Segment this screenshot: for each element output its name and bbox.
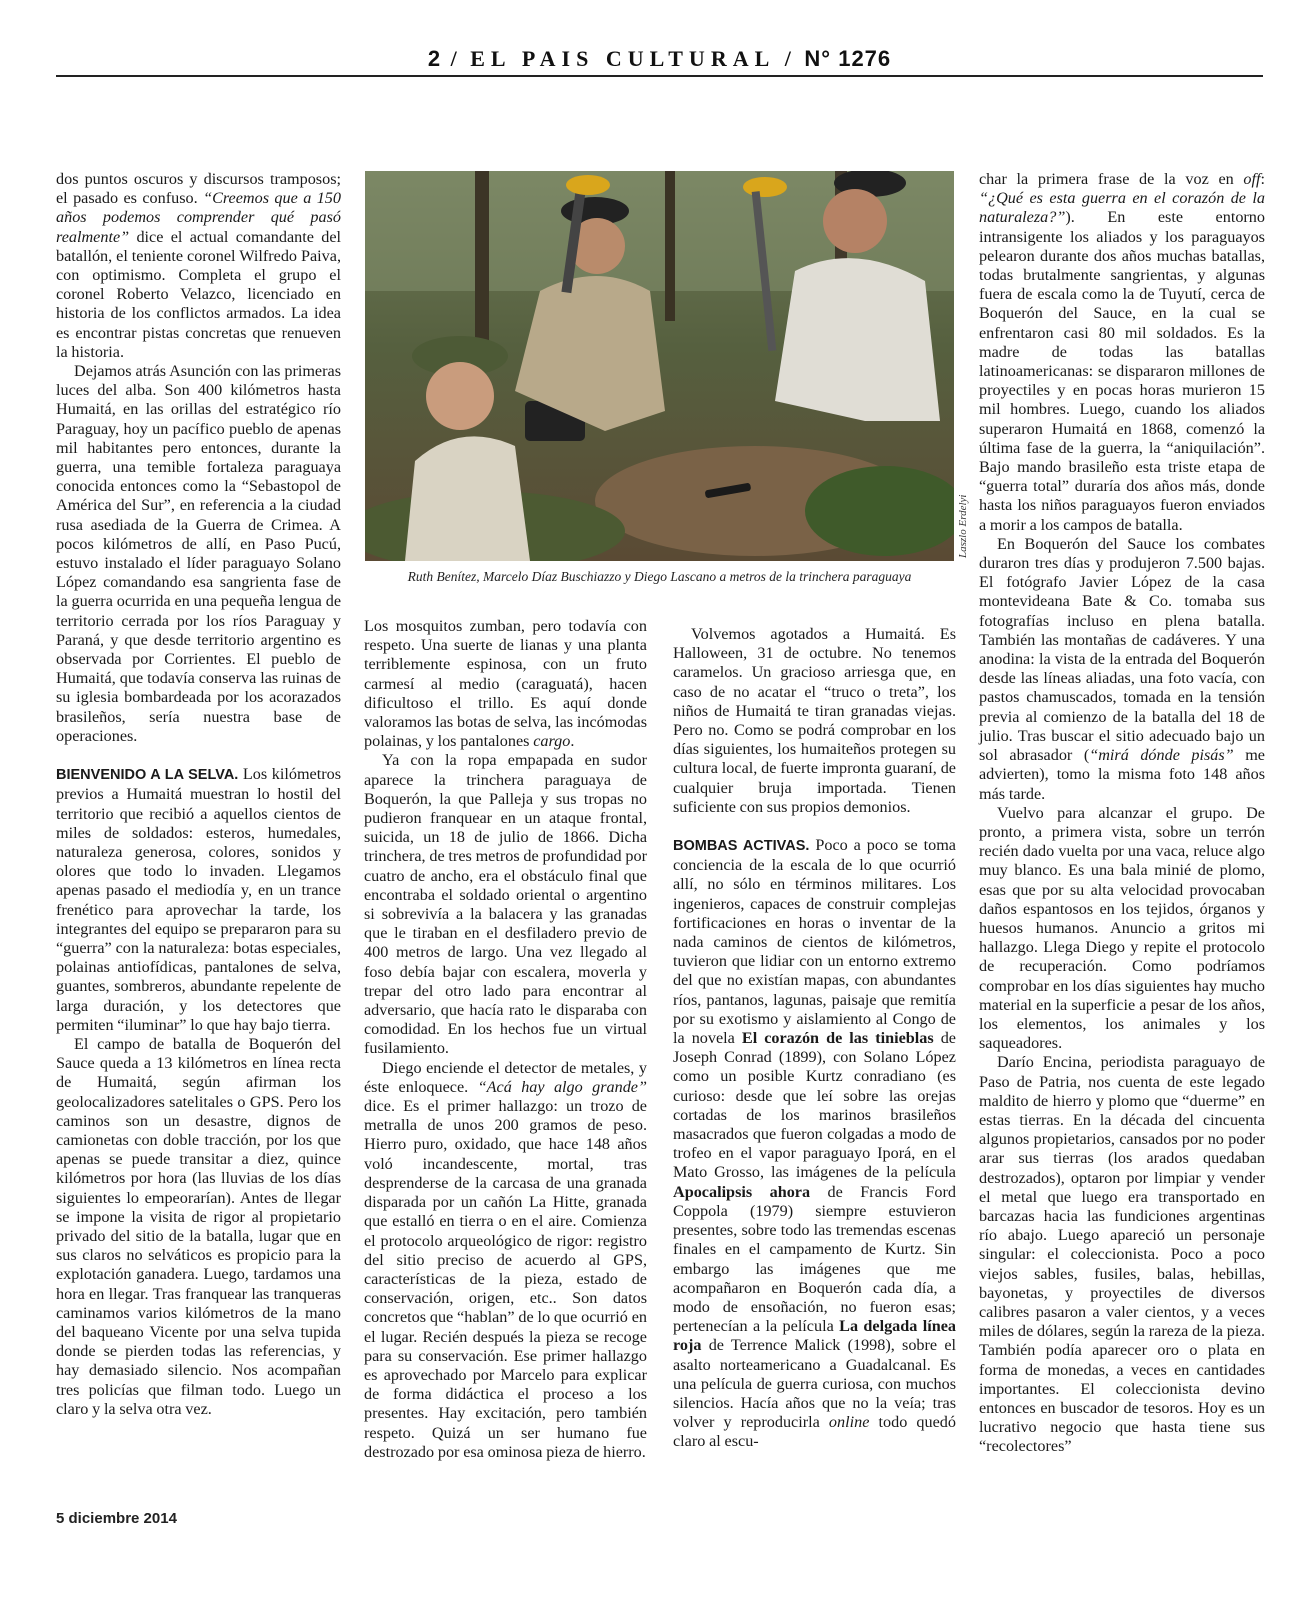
text-run: Diego enciende el detector de metales, y éste enloquece. [364, 1058, 647, 1096]
paragraph: Darío Encina, periodista paraguayo de Paso de Patria, nos cuenta de este legado maldito de hierro y plomo que “duerme” en estas tierras. En la década del cincuenta algunos propietarios, cansados por no poder arar sus tierras (los arados quedaban destrozados), optaron por limpiar y vender el metal que luego era transportado en barcazas hacia las fundiciones argentinas río abajo. Luego apareció un personaje singular: el coleccionista. Poco a poco viejos sables, fusiles, balas, hebillas, bayonetas, y proyectiles de diversos calibres pasaron a valer cientos, y a veces miles de dólares, según la rareza de la pieza. También podía aparecer oro o plata en forma de monedas, a veces en cantidades importantes. El coleccionista devino entonces en buscador de tesoros. Hoy es un lucrativo negocio que hasta tiene sus “recolectores” [979, 1053, 1265, 1456]
issue-number: N° 1276 [804, 46, 892, 71]
article-photo [365, 171, 954, 561]
paragraph [56, 170, 341, 362]
text-run: de Terrence Malick (1998), sobre el asalto norteamericano a Guadalcanal. Es una película de guerra curiosa, con muchos silencios. Hacía años que no la veía; tras volver y reproducirla [673, 1336, 956, 1432]
text-run: me advierten), tomo la misma foto 148 años más tarde. [979, 746, 1265, 803]
jungle-excavation-illustration [365, 171, 954, 561]
text-run: . [570, 732, 575, 751]
text-run: ). En este entorno intransigente los aliados y los paraguayos pelearon durante dos años muchas batallas, todas brutalmente sangrientas, y algunas fuera de escala como la de Tuyutí, cerca de Boquerón del Sauce, en la cual se enfrentaron casi 80 mil soldados. Es la madre de todas las batallas latinoamericanas: se dispararon millones de proyectiles y en pocas horas murieron 15 mil hombres. Luego, cuando los aliados superaron Humaitá en 1868, comenzó la última fase de la guerra, la “aniquilación”. Bajo mando brasileño esta triste etapa de “guerra total” duraría dos años más, donde hasta los niños paraguayos fueron enviados a morir a los campos de batalla. [979, 208, 1265, 534]
header-rule [56, 75, 1263, 77]
issue-date: 5 diciembre 2014 [56, 1510, 177, 1527]
text-run: char la primera frase de la voz en [979, 170, 1244, 188]
text-run: Los kilómetros previos a Humaitá muestran lo hostil del territorio que recibió a aquellos cientos de miles de soldados: esteros, humedales, naturaleza generosa, colores, sonidos y olores que todo lo invaden. Llegamos apenas pasado el mediodía y, en un trance frenético para aprovechar la tarde, los integrantes del equipo se prepararon para su “guerra” con la naturaleza: botas especiales, polainas antiofídicas, pantalones de selva, guantes, sombreros, abundante repelente de larga duración, y los detectores que permiten “iluminar” lo que hay bajo tierra. [56, 765, 342, 1034]
quote: “Acá hay algo grande” [477, 1077, 647, 1096]
publication-title: EL PAIS CULTURAL [470, 46, 776, 71]
paragraph [56, 765, 341, 1035]
italic-term: cargo [533, 732, 571, 751]
paragraph: Volvemos agotados a Humaitá. Es Halloween, 31 de octubre. No tenemos caramelos. Un gracioso arriesga que, en caso de no acatar el “truco o treta”, los niños de Humaitá te tiran granadas viejas. Pero no. Como se podrá comprobar en los días siguientes, los humaiteños protegen su cultura local, de fuerte impronta guaraní, de cualquier bruja importada. Tienen suficiente con sus propios demonios. [673, 625, 956, 816]
article-column-1 [56, 170, 341, 1419]
text-run: dice. Es el primer hallazgo: un trozo de metralla de unos 200 gramos de peso. Hierro puro, oxidado, que hace 148 años voló incandescente, mortal, tras desprenderse de la carcasa de una granada disparada por un cañón La Hitte, granada que estalló en tierra o en el aire. Comienza el protocolo arqueológico de rigor: registro del sitio preciso de acuerdo al GPS, características de la pieza, estado de conservación, origen, etc.. Son datos concretos que “hablan” de lo que ocurrió en el lugar. Recién después la pieza se recoge para su conservación. Ese primer hallazgo es aprovechado por Marcelo para explicar de forma didáctica el proceso a los presentes. Hay excitación, pero también respeto. Quizá un ser humano fue destrozado por esa ominosa pieza de hierro. [364, 1097, 647, 1461]
text-run: Los mosquitos zumban, pero todavía con respeto. Una suerte de lianas y una planta terriblemente espinosa, con un fruto carmesí al medio (caraguatá), hacen dificultoso el trillo. Es aquí donde valoramos las botas de selva, las incómodas polainas, y los pantalones [364, 617, 647, 751]
text-run: de Francis Ford Coppola (1979) siempre estuvieron presentes, sobre todo las tremendas escenas finales en el campamento de Kurtz. Sin embargo las imágenes que me acompañaron en Boquerón cada día, a modo de ensoñación, no fueron esas; pertenecían a la película [673, 1182, 956, 1336]
text-run: de Joseph Conrad (1899), con Solano López como un posible Kurtz conradiano (es curioso: desde que leí sobre las orejas cortadas de los marinos brasileños masacrados que fueron colgadas a modo de trofeo en el vapor paraguayo Iporá, en el Mato Grosso, las imágenes de la película [673, 1029, 956, 1182]
text-run: : [1260, 170, 1265, 188]
paragraph: El campo de batalla de Boquerón del Sauce queda a 13 kilómetros en línea recta de Humaitá, según afirman los geolocalizadores satelitales o GPS. Pero los caminos son un desastre, dignos de camionetas con doble tracción, por los que apenas se puede transitar a diez, quince kilómetros por hora (las lluvias de los días siguientes lo empeorarían). Antes de llegar se impone la visita de rigor al propietario privado del sitio de la batalla, lugar que en sus claros no selváticos es propicio para la explotación ganadera. Luego, tardamos una hora en llegar. Tras franquear las tranqueras caminamos varios kilómetros de la mano del baqueano Vicente por una selva tupida donde se pierden todas las referencias, y hay demasiado silencio. Nos acompañan tres policías que filman todo. Luego un claro y la selva otra vez. [56, 1034, 341, 1418]
film-title: La delgada línea roja [673, 1317, 956, 1355]
text-run: Poco a poco se toma conciencia de la escala de lo que ocurrió allí, no sólo en términos militares. Los ingenieros, capaces de construir complejas fortificaciones en horas o inventar de la nada caminos de cientos de kilómetros, tuvieron que lidiar con un entorno extremo del que no existían mapas, con abundantes ríos, pantanos, lagunas, paisaje que remitía por su exotismo y aislamiento al Congo de la novela [673, 836, 956, 1048]
section-subhead: BOMBAS ACTIVAS. [673, 838, 810, 855]
photo-caption: Ruth Benítez, Marcelo Díaz Buschiazzo y Diego Lascano a metros de la trinchera paraguaya [407, 569, 912, 584]
paragraph [979, 535, 1265, 804]
book-title: El corazón de las tinieblas [741, 1029, 934, 1048]
paragraph: Dejamos atrás Asunción con las primeras luces del alba. Son 400 kilómetros hasta Humaitá, en las orillas del estratégico río Paraguay, hoy un pacífico pueblo de apenas mil habitantes pero entonces, durante la guerra, una temible fortaleza paraguaya conocida entonces como la “Sebastopol de América del Sur”, en referencia a la ciudad rusa asediada de la Guerra de Crimea. A pocos kilómetros de allí, en Paso Pucú, estuvo instalado el líder paraguayo Solano López comandando esa sangrienta fase de la guerra ocurrida en una pequeña lengua de territorio cerrada por los ríos Paraguay y Paraná, y que desde territorio argentino es observada por Corrientes. El pueblo de Humaitá, que todavía conserva las ruinas de su iglesia bombardeada por los acorazados brasileños, sería nuestra base de operaciones. [56, 362, 341, 745]
quote: “¿Qué es esta guerra en el corazón de la naturaleza?” [979, 189, 1265, 227]
text-run: dos puntos oscuros y discursos tramposos; el pasado es confuso. [56, 170, 341, 208]
italic-term: online [828, 1413, 870, 1432]
quote: “mirá dónde pisás” [1089, 746, 1234, 765]
paragraph: Ya con la ropa empapada en sudor aparece la trinchera paraguaya de Boquerón, la que Palleja y sus tropas no pudieron franquear en un ataque frontal, suicida, un 18 de julio de 1866. Dicha trinchera, de tres metros de profundidad por cuatro de ancho, era el obstáculo final que encontraba el soldado oriental o argentino si sobrevivía a la balacera y las granadas que le tiraban en el desfiladero previo de 400 metros de largo. Una vez llegado al foso debía bajar con escalera, moverla y trepar del otro lado para encontrar al adversario, que hacía rato le disparaba con comodidad. En los hechos fue un virtual fusilamiento. [364, 751, 647, 1058]
text-run: todo quedó claro al escu- [673, 1413, 956, 1451]
section-subhead: BIENVENIDO A LA SELVA. [56, 767, 239, 784]
masthead-separator: / [450, 46, 461, 71]
masthead-separator-2: / [784, 46, 795, 71]
paragraph [979, 170, 1265, 535]
photo-credit [954, 471, 970, 561]
article-column-2 [364, 617, 647, 1462]
article-column-3 [673, 625, 956, 1452]
paragraph [364, 1059, 647, 1462]
paragraph: Vuelvo para alcanzar el grupo. De pronto, a primera vista, sobre un terrón recién dado vuelta por una vaca, reluce algo muy blanco. Es una bala minié de plomo, esas que por su alta velocidad provocaban daños espantosos en los tejidos, órganos y huesos humanos. Anuncio a gritos mi hallazgo. Llega Diego y repite el protocolo de recuperación. Como podríamos comprobar en los días siguientes hay mucho material en la superficie a pesar de los años, los elementos, los animales y los saqueadores. [979, 803, 1265, 1053]
masthead [56, 46, 1263, 72]
italic-term: off [1243, 170, 1261, 188]
quote: “Creemos que a 150 años podemos comprender qué pasó realmente” [56, 189, 341, 246]
paragraph [364, 617, 647, 751]
film-title: Apocalipsis ahora [673, 1182, 811, 1201]
paragraph [673, 836, 956, 1452]
photo-credit-text: Laszlo Erdelyi [957, 494, 969, 558]
text-run: dice el actual comandante del batallón, el teniente coronel Wilfredo Paiva, con optimismo. Completa el grupo el coronel Roberto Velazco, licenciado en historia de los conflictos armados. La idea es encontrar pistas concretas que renueven la historia. [56, 227, 341, 361]
article-column-4 [979, 170, 1265, 1457]
page-number: 2 [427, 46, 442, 71]
text-run: En Boquerón del Sauce los combates duraron tres días y produjeron 7.500 bajas. El fotógrafo Javier López de la casa montevideana Bate & Co. tomaba sus fotografías incluso en plena batalla. También las montañas de cadáveres. Y una anodina: la vista de la entrada del Boquerón desde las líneas aliadas, una foto vacía, con pastos chamuscados, tomada en la tensión previa al comienzo de la batalla del 18 de julio. Tras buscar el sitio adecuado bajo un sol abrasador ( [979, 534, 1265, 765]
